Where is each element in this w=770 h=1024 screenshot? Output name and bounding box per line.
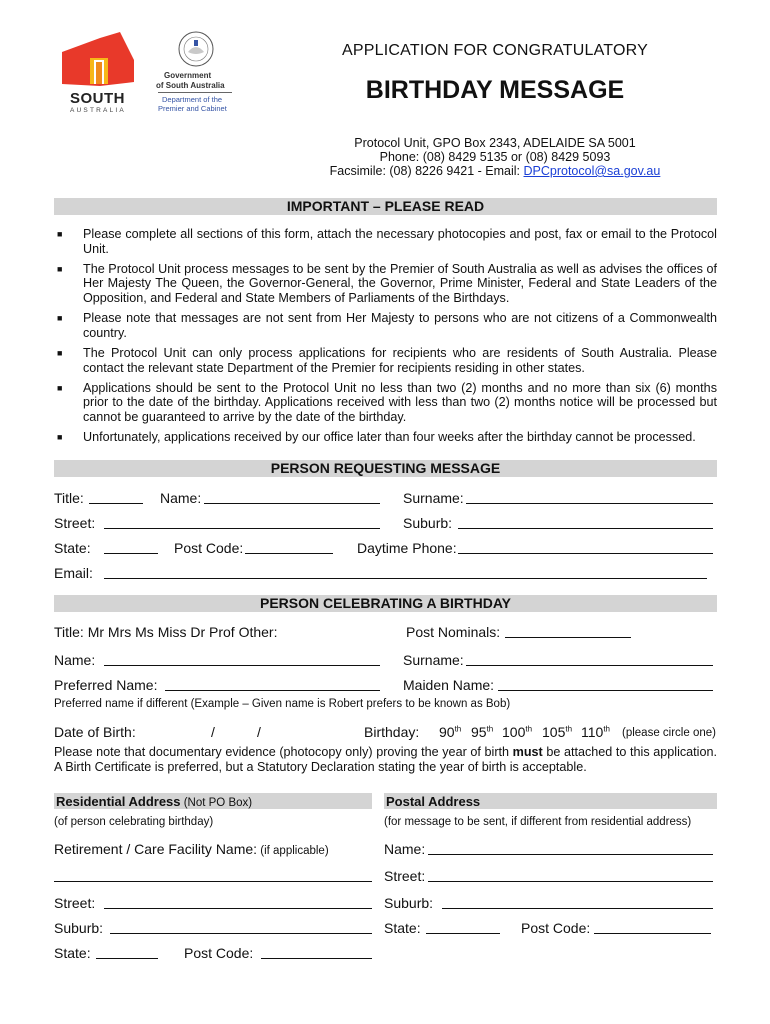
celebrant-name-field[interactable] [104,665,380,666]
residential-subtitle: (of person celebrating birthday) [54,816,214,828]
title-line-2: BIRTHDAY MESSAGE [365,76,625,104]
preferred-name-field[interactable] [165,690,380,691]
list-item: ■ The Protocol Unit process messages to be sent by the Premier of South Australia as well as advises the offices of Her Majesty The Queen, the Governor-General, the Governor, Prime Minister, Federal and State Leaders of the Opposition, and Federal and State Members of Parliaments of the Birthdays. [57,261,717,305]
dob-separator: / [211,724,215,740]
requester-street-label: Street: [54,515,96,531]
res-suburb-label: Suburb: [54,920,104,936]
important-list [54,227,717,450]
gov-line-1: Government [164,71,212,80]
postal-postcode-label: Post Code: [521,920,591,936]
celebrant-title-label: Title: Mr Mrs Ms Miss Dr Prof Other: [54,624,278,640]
list-item: ■ Applications should be sent to the Protocol Unit no less than two (2) months and no more than six (6) months prior to the date of the birthday. Applications received with less than two (2) months notice will be processed but cannot be guaranteed to arrive by the date of the birthday. [57,380,717,424]
postal-name-field[interactable] [428,854,713,855]
circle-note: (please circle one) [622,727,716,739]
government-crest [150,30,240,115]
postal-street-label: Street: [384,868,426,884]
logo-text: SOUTH [70,90,125,107]
evidence-note: Please note that documentary evidence (photocopy only) proving the year of birth must be attached to this application. A Birth Certificate is preferred, but a Statutory Declaration stating the year of birth is acceptable. [54,745,717,774]
south-australia-logo [60,30,140,115]
requester-postcode-label: Post Code: [174,540,244,556]
postal-subtitle: (for message to be sent, if different from residential address) [384,816,692,828]
list-item: ■ Unfortunately, applications received by our office later than four weeks after the birthday cannot be processed. [57,430,696,445]
res-street-field[interactable] [104,908,372,909]
requester-surname-label: Surname: [403,490,464,506]
birthday-option-90[interactable]: 90th [439,724,462,740]
fax-text: Facsimile: (08) 8226 9421 - Email: [329,164,524,178]
requester-email-field[interactable] [104,578,707,579]
requester-email-label: Email: [54,565,93,581]
postal-state-label: State: [384,920,421,936]
requester-heading: PERSON REQUESTING MESSAGE [54,460,717,477]
requester-title-field[interactable] [89,503,143,504]
list-item: ■ Please note that messages are not sent from Her Majesty to persons who are not citizens of a Commonwealth country. [57,311,717,340]
requester-state-field[interactable] [104,553,158,554]
requester-suburb-field[interactable] [458,528,713,529]
gov-line-2: of South Australia [156,81,225,90]
requester-state-label: State: [54,540,91,556]
dob-label: Date of Birth: [54,724,136,740]
postal-state-field[interactable] [426,933,500,934]
requester-name-label: Name: [160,490,202,506]
res-state-label: State: [54,945,91,961]
requester-phone-label: Daytime Phone: [357,540,457,556]
dob-separator: / [257,724,261,740]
important-heading: IMPORTANT – PLEASE READ [54,198,717,215]
post-nominals-field[interactable] [505,637,631,638]
requester-street-field[interactable] [104,528,380,529]
gov-line-4: Premier and Cabinet [158,104,227,113]
list-item: ■ Please complete all sections of this form, attach the necessary photocopies and post, fax or email to the Protocol Unit. [57,227,717,256]
birthday-label: Birthday: [364,724,420,740]
contact-phone: Phone: (08) 8429 5135 or (08) 8429 5093 [379,150,611,164]
maiden-name-field[interactable] [498,690,713,691]
res-street-label: Street: [54,895,96,911]
logo-subtext: AUSTRALIA [70,107,126,114]
birthday-option-110[interactable]: 110th [581,724,610,740]
celebrant-surname-field[interactable] [466,665,713,666]
contact-address: Protocol Unit, GPO Box 2343, ADELAIDE SA 5001 [354,136,636,150]
maiden-name-label: Maiden Name: [403,677,495,693]
birthday-option-105[interactable]: 105th [542,724,573,740]
list-item: ■ The Protocol Unit can only process applications for recipients who are residents of South Australia. Please contact the relevant state Department of the Premier for recipients residing in other states. [57,345,717,375]
requester-postcode-field[interactable] [245,553,333,554]
res-postcode-field[interactable] [261,958,372,959]
residential-heading: Residential Address (Not PO Box) [56,794,253,809]
birthday-option-95[interactable]: 95th [471,724,494,740]
requester-phone-field[interactable] [458,553,713,554]
celebrant-name-label: Name: [54,652,96,668]
preferred-name-label: Preferred Name: [54,677,158,693]
requester-title-label: Title: [54,490,84,506]
postal-postcode-field[interactable] [594,933,711,934]
requester-suburb-label: Suburb: [403,515,453,531]
requester-surname-field[interactable] [466,503,713,504]
postal-heading: Postal Address [386,794,481,809]
postal-street-field[interactable] [428,881,713,882]
contact-fax-email [260,164,730,178]
postal-suburb-field[interactable] [442,908,713,909]
res-state-field[interactable] [96,958,158,959]
preferred-name-note: Preferred name if different (Example – Given name is Robert prefers to be known as Bob) [54,698,511,710]
postal-suburb-label: Suburb: [384,895,434,911]
facility-label: Retirement / Care Facility Name: (if applicable) [54,841,329,857]
email-link[interactable]: DPCprotocol@sa.gov.au [523,164,661,178]
requester-name-field[interactable] [204,503,380,504]
title-line-1: APPLICATION FOR CONGRATULATORY [342,42,648,59]
res-suburb-field[interactable] [110,933,372,934]
postal-name-label: Name: [384,841,426,857]
gov-line-3: Department of the [162,95,223,104]
celebrant-heading: PERSON CELEBRATING A BIRTHDAY [54,595,717,612]
res-postcode-label: Post Code: [184,945,254,961]
divider [158,92,232,93]
facility-field[interactable] [54,881,372,882]
celebrant-surname-label: Surname: [403,652,464,668]
post-nominals-label: Post Nominals: [406,624,501,640]
birthday-option-100[interactable]: 100th [502,724,533,740]
